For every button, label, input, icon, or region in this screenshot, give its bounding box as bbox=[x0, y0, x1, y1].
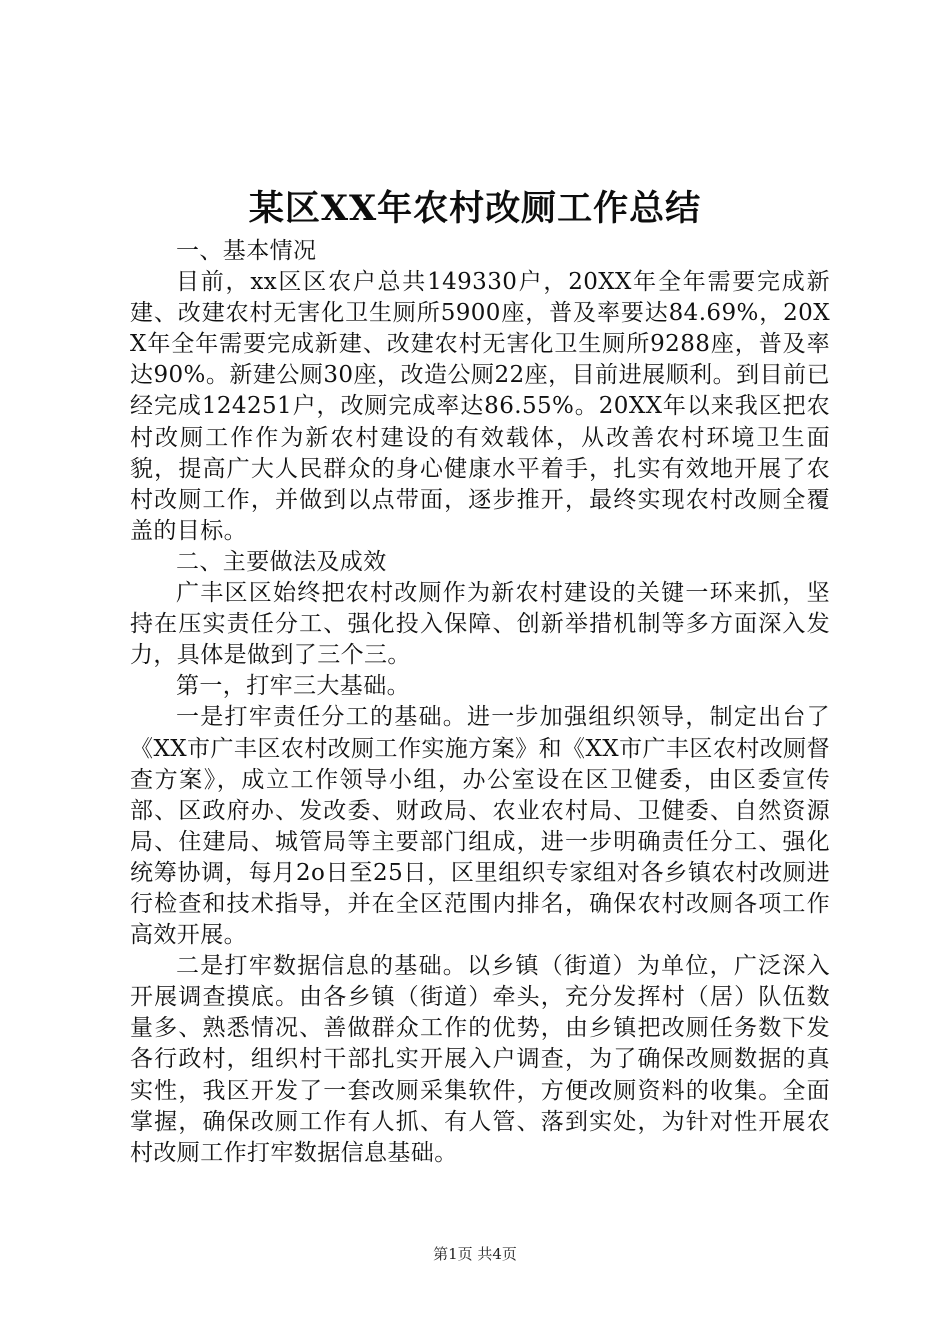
document-title: 某区XX年农村改厕工作总结 bbox=[248, 188, 702, 229]
section-heading-main-measures: 二、主要做法及成效 bbox=[176, 548, 387, 575]
document-body bbox=[130, 236, 830, 1169]
page-footer: 第1页 共4页 bbox=[433, 1245, 517, 1263]
paragraph-basic-situation: 目前，xx区区农户总共149330户，20XX年全年需要完成新建、改建农村无害化卫生厕所5900座，普及率要达84.69%，20XX年全年需要完成新建、改建农村无害化卫生厕所9288座，普及率达90%。新建公厕30座，改造公厕22座，目前进展顺利。到目前已经完成124251户，改厕完成率达86.55%。20XX年以来我区把农村改厕工作作为新农村建设的有效载体，从改善农村环境卫生面貌，提高广大人民群众的身心健康水平着手，扎实有效地开展了农村改厕工作，并做到以点带面，逐步推开，最终实现农村改厕全覆盖的目标。 bbox=[130, 269, 830, 544]
paragraph-responsibility-foundation: 一是打牢责任分工的基础。进一步加强组织领导，制定出台了《XX市广丰区农村改厕工作实施方案》和《XX市广丰区农村改厕督查方案》，成立工作领导小组，办公室设在区卫健委，由区委宣传部、区政府办、发改委、财政局、农业农村局、卫健委、自然资源局、住建局、城管局等主要部门组成，进一步明确责任分工、强化统筹协调，每月2o日至25日，区里组织专家组对各乡镇农村改厕进行检查和技术指导，并在全区范围内排名，确保农村改厕各项工作高效开展。 bbox=[130, 704, 830, 949]
paragraph-main-measures-intro: 广丰区区始终把农村改厕作为新农村建设的关键一环来抓，坚持在压实责任分工、强化投入保障、创新举措机制等多方面深入发力，具体是做到了三个三。 bbox=[130, 580, 830, 669]
subheading-first-foundations: 第一，打牢三大基础。 bbox=[176, 673, 410, 700]
paragraph-data-foundation: 二是打牢数据信息的基础。以乡镇（街道）为单位，广泛深入开展调查摸底。由各乡镇（街道）牵头，充分发挥村（居）队伍数量多、熟悉情况、善做群众工作的优势，由乡镇把改厕任务数下发各行政村，组织村干部扎实开展入户调查，为了确保改厕数据的真实性，我区开发了一套改厕采集软件，方便改厕资料的收集。全面掌握，确保改厕工作有人抓、有人管、落到实处，为针对性开展农村改厕工作打牢数据信息基础。 bbox=[130, 953, 830, 1166]
section-heading-basic-situation: 一、基本情况 bbox=[176, 238, 317, 264]
